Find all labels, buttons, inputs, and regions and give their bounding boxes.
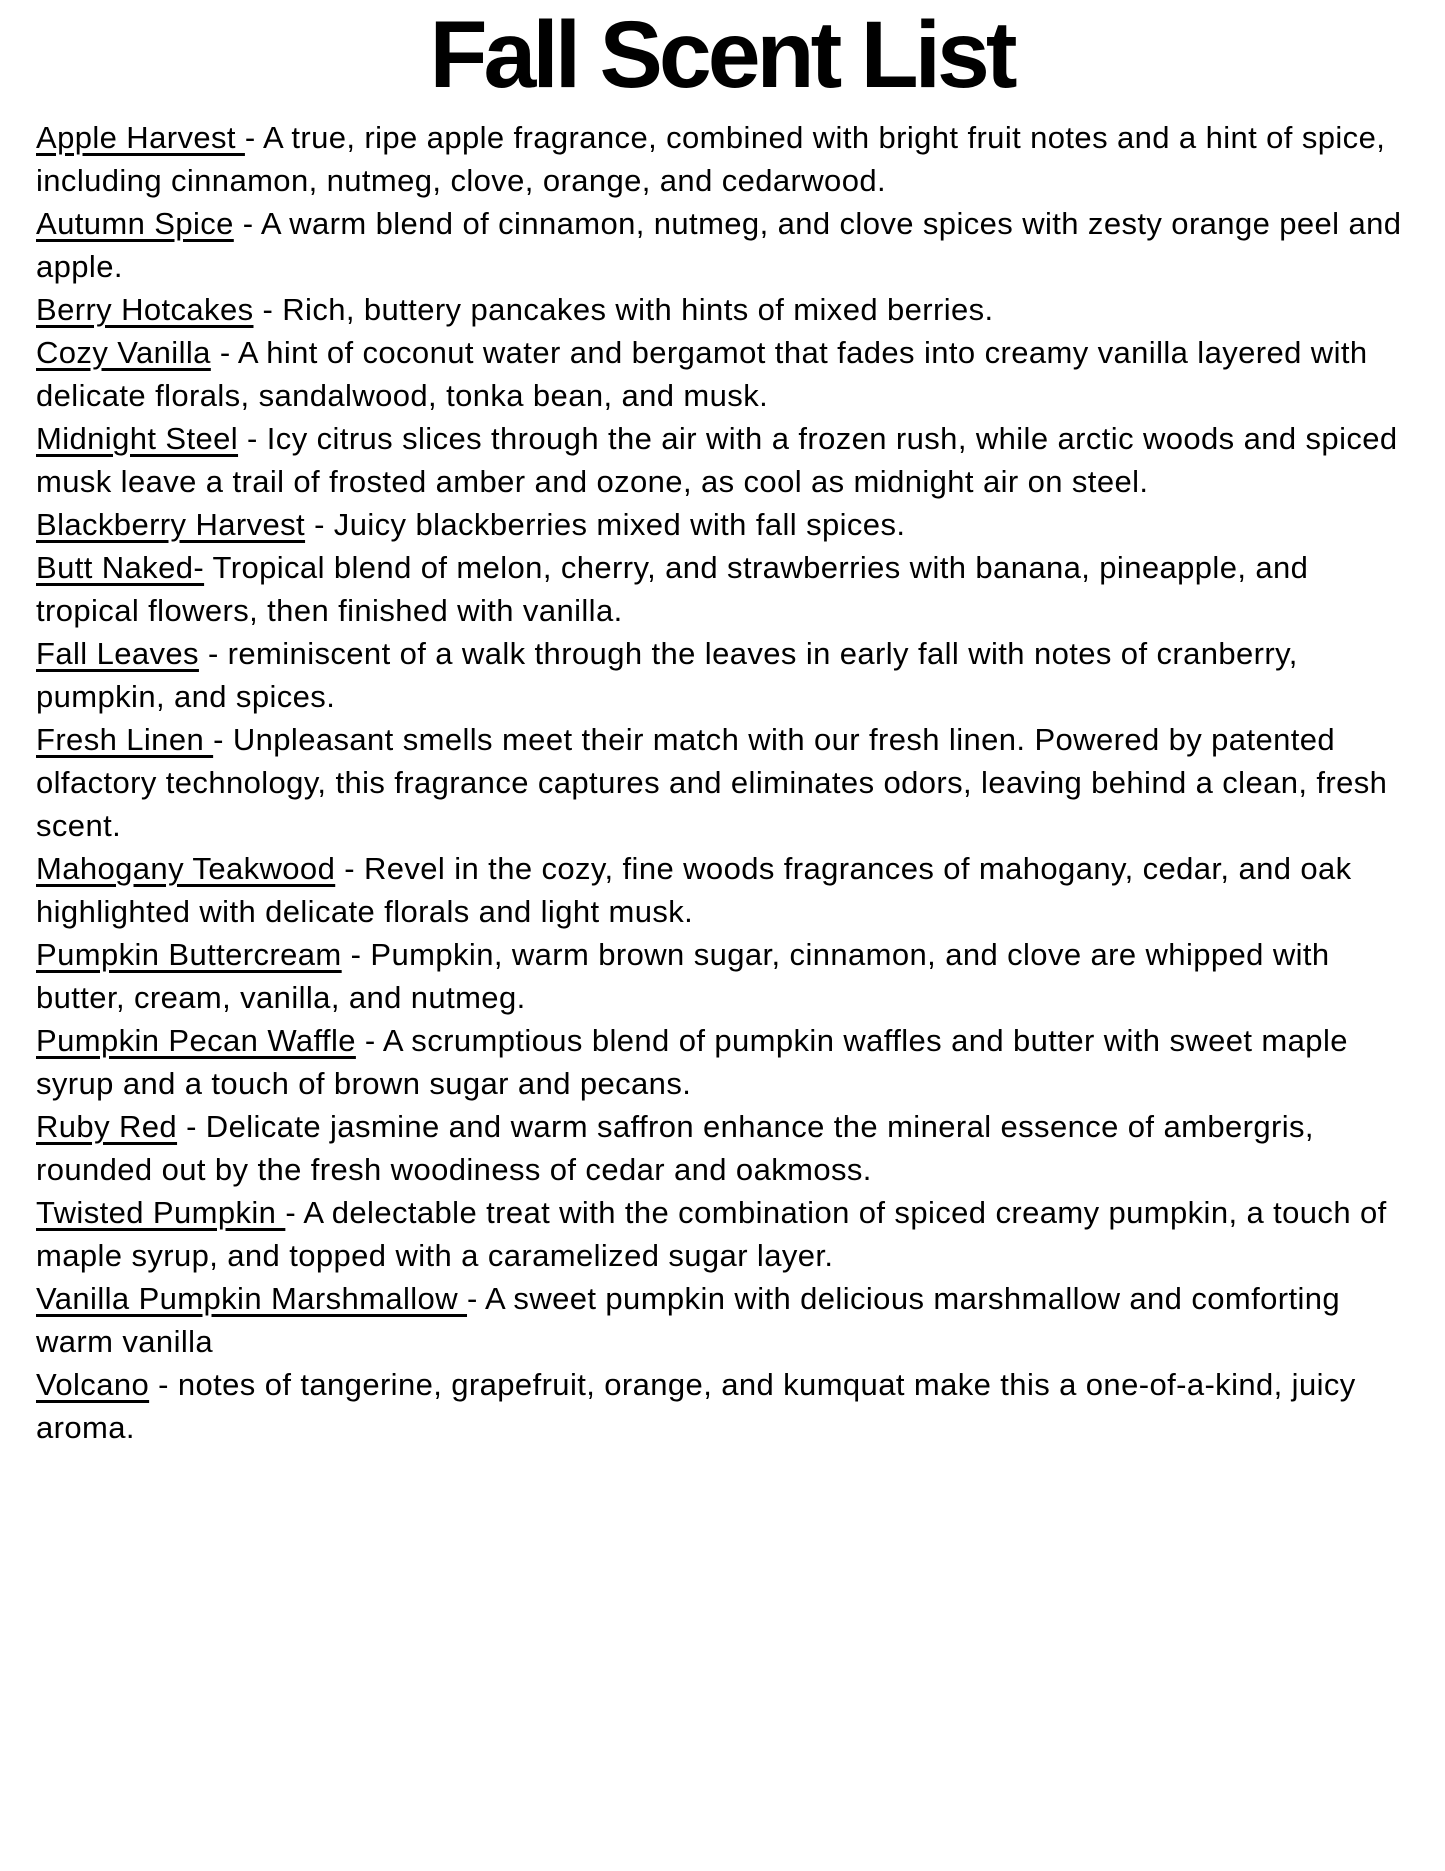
scent-list: [36, 116, 1407, 1449]
scent-entry-cozy-vanilla: [36, 331, 1407, 417]
scent-entry-mahogany-teakwood: [36, 847, 1407, 933]
scent-name: Mahogany Teakwood: [36, 850, 336, 886]
scent-entry-vanilla-pumpkin-marshmallow: [36, 1277, 1407, 1363]
scent-description: - A hint of coconut water and bergamot that fades into creamy vanilla layered with delicate florals, sandalwood, tonka bean, and musk.: [36, 334, 1368, 413]
scent-entry-ruby-red: [36, 1105, 1407, 1191]
scent-description: - Revel in the cozy, fine woods fragrances of mahogany, cedar, and oak highlighted with delicate florals and light musk.: [36, 850, 1352, 929]
scent-description: - notes of tangerine, grapefruit, orange, and kumquat make this a one-of-a-kind, juicy aroma.: [36, 1366, 1356, 1445]
scent-name: Berry Hotcakes: [36, 291, 254, 327]
scent-entry-butt-naked: [36, 546, 1407, 632]
scent-entry-midnight-steel: [36, 417, 1407, 503]
scent-entry-apple-harvest: [36, 116, 1407, 202]
scent-entry-blackberry-harvest: [36, 503, 1407, 546]
scent-description: - Rich, buttery pancakes with hints of mixed berries.: [253, 291, 994, 327]
scent-description: - A warm blend of cinnamon, nutmeg, and clove spices with zesty orange peel and apple.: [36, 205, 1402, 284]
scent-entry-twisted-pumpkin: [36, 1191, 1407, 1277]
scent-name: Pumpkin Buttercream: [36, 936, 342, 972]
scent-name: Butt Naked-: [36, 549, 205, 585]
scent-name: Pumpkin Pecan Waffle: [36, 1022, 356, 1058]
scent-name: Apple Harvest: [36, 119, 245, 155]
scent-name: Blackberry Harvest: [36, 506, 306, 542]
scent-description: Tropical blend of melon, cherry, and strawberries with banana, pineapple, and tropical flowers, then finished with vanilla.: [36, 549, 1309, 628]
scent-name: Midnight Steel: [36, 420, 239, 456]
scent-name: Cozy Vanilla: [36, 334, 211, 370]
page-title: Fall Scent List: [429, 2, 1014, 108]
scent-entry-fall-leaves: [36, 632, 1407, 718]
scent-entry-autumn-spice: [36, 202, 1407, 288]
scent-name: Ruby Red: [36, 1108, 178, 1144]
scent-entry-volcano: [36, 1363, 1407, 1449]
scent-description: - Delicate jasmine and warm saffron enhance the mineral essence of ambergris, rounded out by the fresh woodiness of cedar and oakmoss.: [36, 1108, 1314, 1187]
scent-entry-pumpkin-pecan-waffle: [36, 1019, 1407, 1105]
scent-description: - A scrumptious blend of pumpkin waffles and butter with sweet maple syrup and a touch of brown sugar and pecans.: [36, 1022, 1348, 1101]
scent-name: Autumn Spice: [36, 205, 234, 241]
scent-description: - Pumpkin, warm brown sugar, cinnamon, and clove are whipped with butter, cream, vanilla, and nutmeg.: [36, 936, 1330, 1015]
scent-entry-pumpkin-buttercream: [36, 933, 1407, 1019]
scent-description: - Unpleasant smells meet their match with our fresh linen. Powered by patented olfactory technology, this fragrance captures and eliminates odors, leaving behind a clean, fresh scent.: [36, 721, 1388, 843]
scent-entry-berry-hotcakes: [36, 288, 1407, 331]
scent-description: - reminiscent of a walk through the leaves in early fall with notes of cranberry, pumpkin, and spices.: [36, 635, 1298, 714]
scent-name: Fall Leaves: [36, 635, 199, 671]
scent-name: Fresh Linen: [36, 721, 214, 757]
scent-description: - A true, ripe apple fragrance, combined with bright fruit notes and a hint of spice, including cinnamon, nutmeg, clove, orange, and cedarwood.: [36, 119, 1386, 198]
scent-name: Twisted Pumpkin: [36, 1194, 286, 1230]
scent-description: - Icy citrus slices through the air with a frozen rush, while arctic woods and spiced musk leave a trail of frosted amber and ozone, as cool as midnight air on steel.: [36, 420, 1398, 499]
scent-description: - Juicy blackberries mixed with fall spices.: [305, 506, 906, 542]
scent-description: - A sweet pumpkin with delicious marshmallow and comforting warm vanilla: [36, 1280, 1341, 1359]
scent-entry-fresh-linen: [36, 718, 1407, 847]
scent-name: Vanilla Pumpkin Marshmallow: [36, 1280, 468, 1316]
scent-description: - A delectable treat with the combination of spiced creamy pumpkin, a touch of maple syrup, and topped with a caramelized sugar layer.: [36, 1194, 1387, 1273]
scent-name: Volcano: [36, 1366, 150, 1402]
